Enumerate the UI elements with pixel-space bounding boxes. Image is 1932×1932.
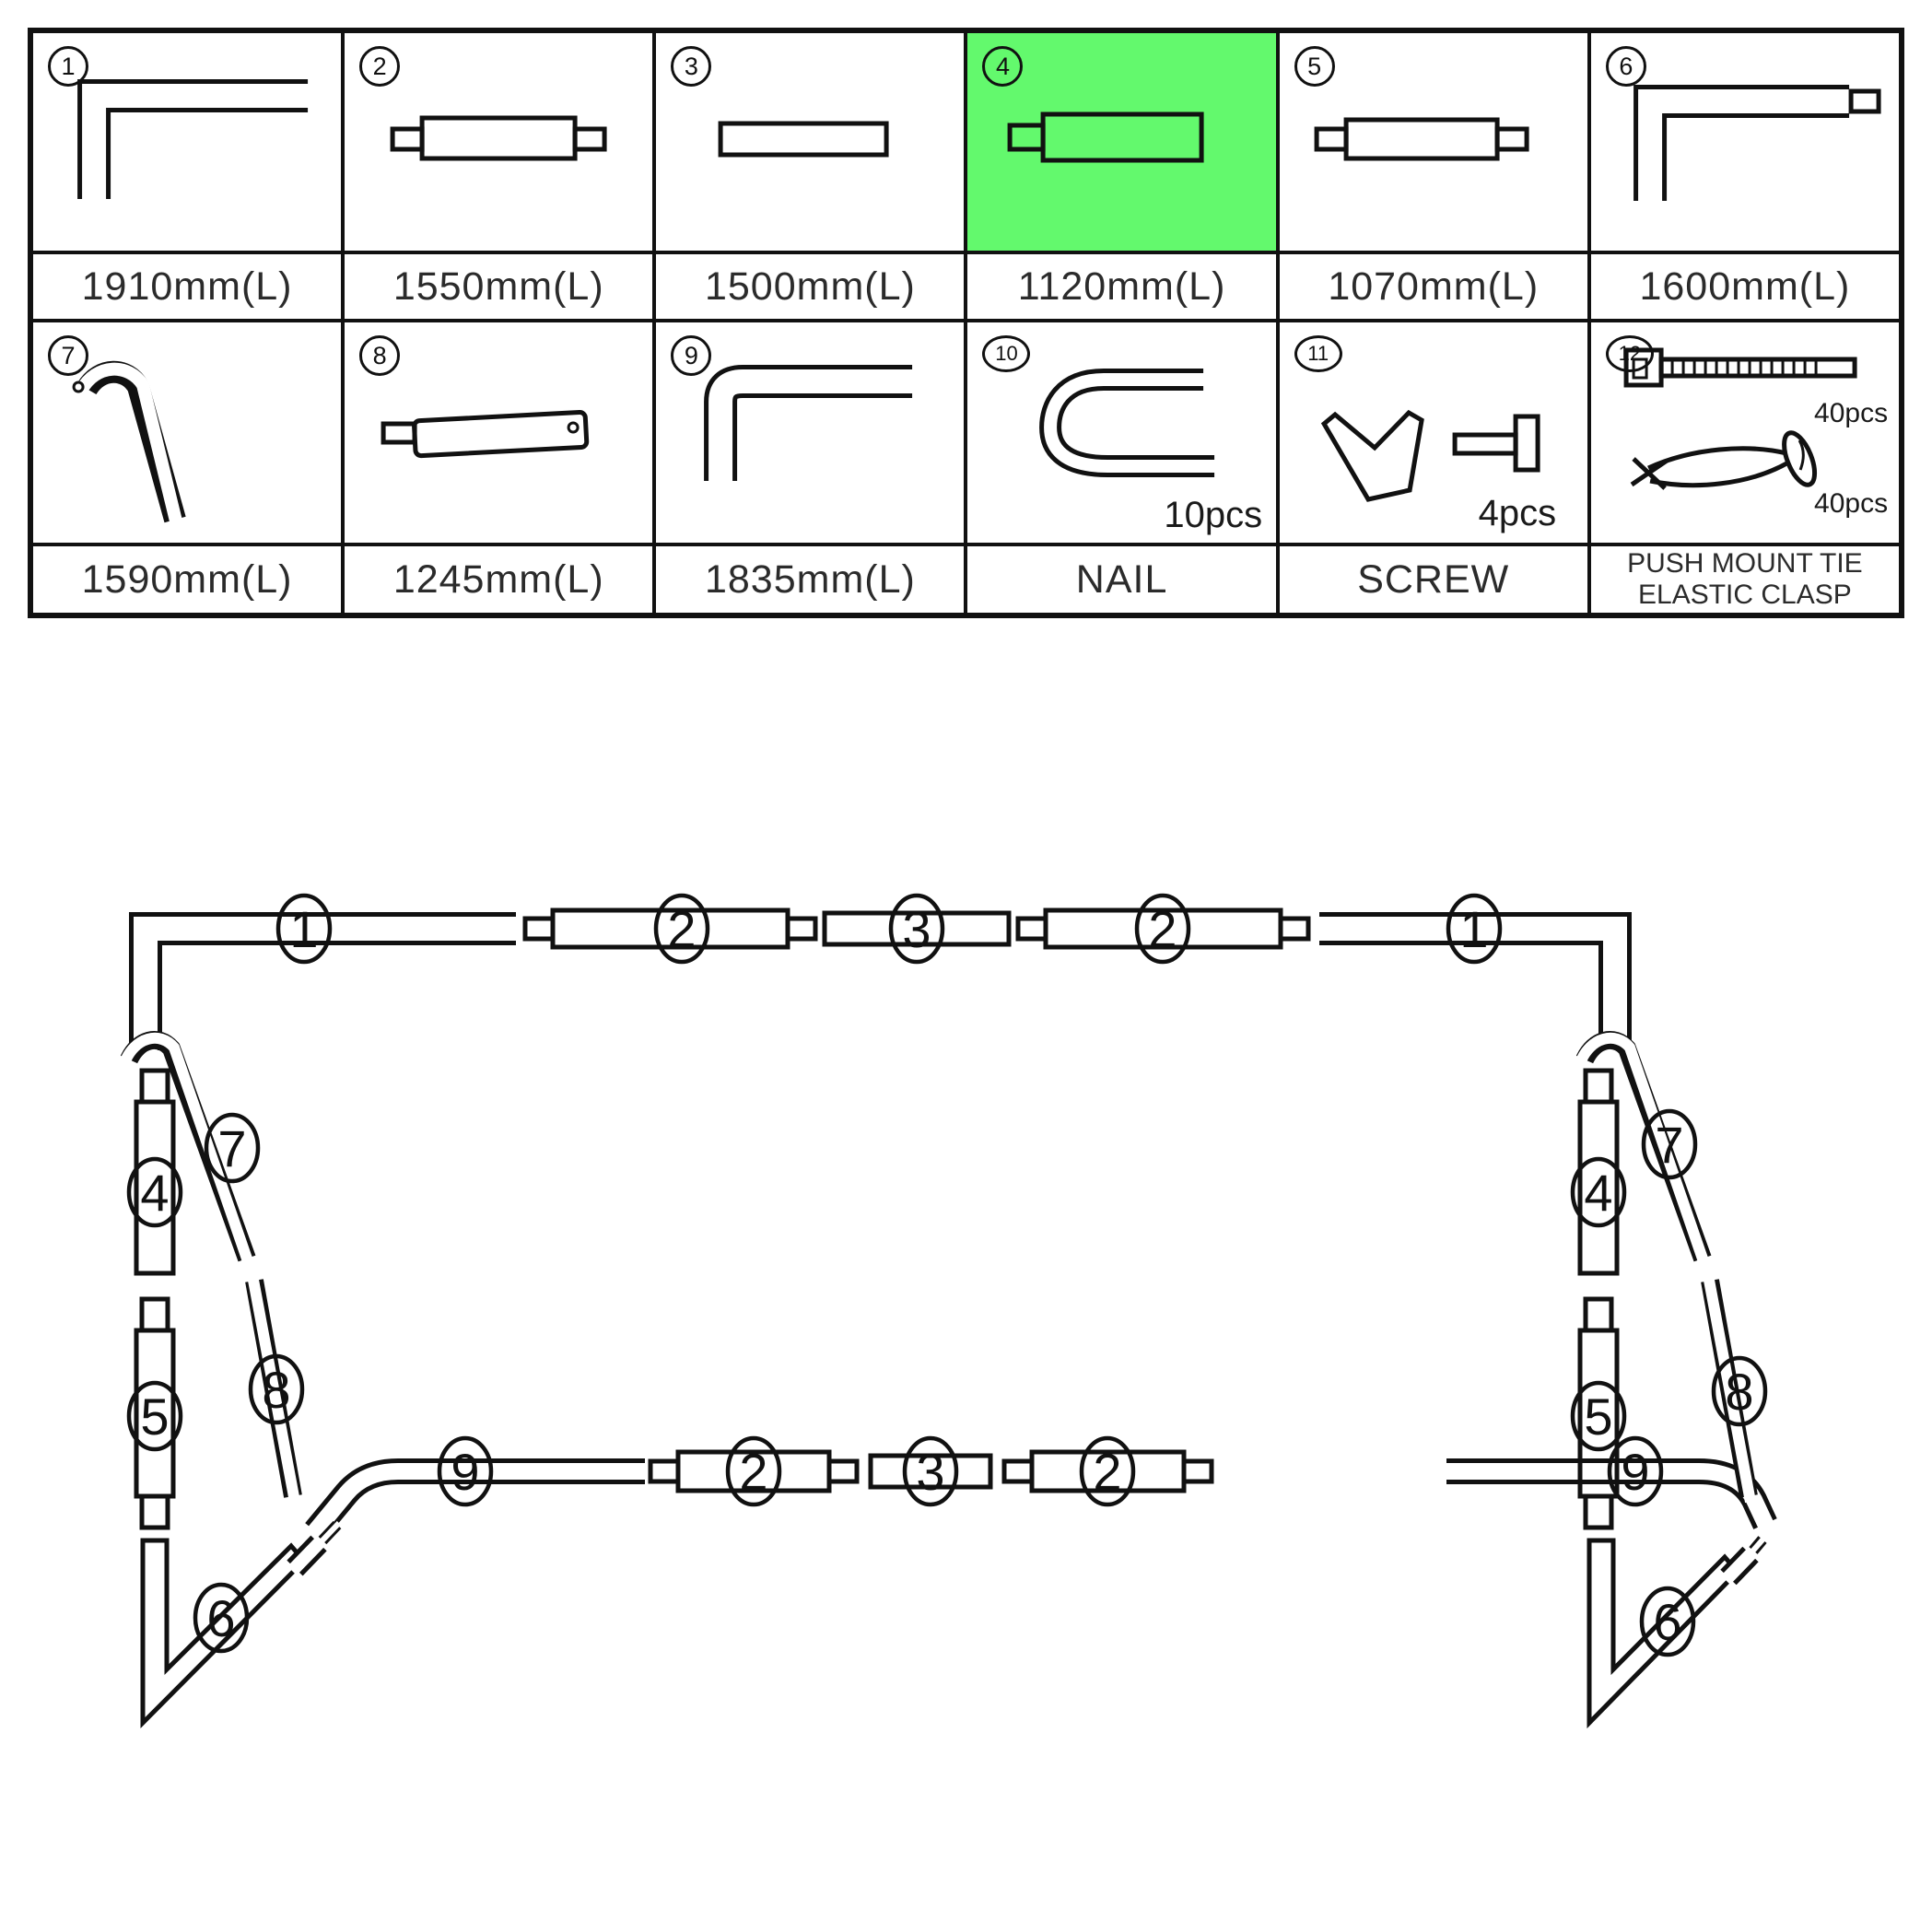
part-cell-3 xyxy=(656,33,964,251)
diagram-label-number: 1 xyxy=(1459,900,1489,959)
part-11-number: 11 xyxy=(1294,335,1342,372)
diagram-label-number: 2 xyxy=(1093,1443,1122,1502)
part-cell-9 xyxy=(656,322,964,543)
diagram-label-number: 6 xyxy=(206,1589,236,1648)
assembly-diagram xyxy=(0,608,1932,1932)
part-12-qty-clasp: 40pcs xyxy=(1813,488,1888,519)
part-11-name-text: SCREW xyxy=(1357,556,1510,602)
diagram-label-number: 9 xyxy=(451,1443,480,1502)
part-12-qty-tie: 40pcs xyxy=(1813,398,1888,428)
diagram-label-number: 7 xyxy=(1655,1116,1684,1175)
part-1-length-label xyxy=(33,254,341,319)
part-cell-11 xyxy=(1280,322,1587,543)
part-2-length-text: 1550mm(L) xyxy=(392,263,604,309)
part-4-length-text: 1120mm(L) xyxy=(1017,263,1226,309)
diagram-label-number: 8 xyxy=(262,1361,291,1420)
part-cell-5 xyxy=(1280,33,1587,251)
diagram-label-number: 6 xyxy=(1653,1593,1682,1652)
diagram-part-labels xyxy=(129,896,1765,1655)
part-cell-4-highlighted xyxy=(967,33,1275,251)
diagram-label-number: 4 xyxy=(140,1164,170,1223)
diagram-label-number: 2 xyxy=(739,1443,768,1502)
part-9-number: 9 xyxy=(671,335,711,376)
part-5-length-label xyxy=(1280,254,1587,319)
diagram-label-number: 5 xyxy=(140,1388,170,1446)
diagram-label-number: 4 xyxy=(1584,1164,1613,1223)
part-12-number: 12 xyxy=(1606,335,1654,372)
part-12-name-line2: ELASTIC CLASP xyxy=(1638,580,1852,610)
part-2-length-label xyxy=(345,254,652,319)
diagram-label-number: 7 xyxy=(217,1119,247,1178)
diagram-label-number: 8 xyxy=(1725,1363,1754,1422)
part-7-length-text: 1590mm(L) xyxy=(81,556,293,602)
part-7-number: 7 xyxy=(48,335,88,376)
diagram-left-upright-column xyxy=(136,1071,173,1528)
diagram-label-number: 3 xyxy=(916,1443,945,1502)
part-8-length-label xyxy=(345,546,652,613)
part-11-name-label xyxy=(1280,546,1587,613)
part-5-number: 5 xyxy=(1294,46,1335,87)
part-6-number: 6 xyxy=(1606,46,1646,87)
part-5-length-text: 1070mm(L) xyxy=(1328,263,1540,309)
part-11-qty: 4pcs xyxy=(1478,493,1556,533)
part-3-length-text: 1500mm(L) xyxy=(704,263,916,309)
diagram-left-foot xyxy=(143,1523,339,1723)
part-12-name-label xyxy=(1591,546,1899,613)
part-1-length-text: 1910mm(L) xyxy=(81,263,293,309)
parts-table xyxy=(28,28,1904,618)
diagram-label-number: 3 xyxy=(902,900,931,959)
part-8-number: 8 xyxy=(359,335,400,376)
part-9-length-text: 1835mm(L) xyxy=(704,556,916,602)
part-10-name-label xyxy=(967,546,1275,613)
part-6-length-text: 1600mm(L) xyxy=(1639,263,1851,309)
push-mount-tie-icon xyxy=(1626,350,1855,385)
part-10-qty: 10pcs xyxy=(1164,495,1263,535)
diagram-bottom-rail xyxy=(311,1452,1768,1536)
elastic-clasp-icon xyxy=(1632,428,1821,488)
part-4-number: 4 xyxy=(982,46,1023,87)
part-2-number: 2 xyxy=(359,46,400,87)
diagram-label-number: 2 xyxy=(667,900,697,959)
part-cell-12 xyxy=(1591,322,1899,543)
part-10-number: 10 xyxy=(982,335,1030,372)
part-cell-7 xyxy=(33,322,341,543)
diagram-label-number: 9 xyxy=(1621,1443,1650,1502)
part-cell-6 xyxy=(1591,33,1899,251)
diagram-label-number: 2 xyxy=(1148,900,1177,959)
clip-shape xyxy=(1324,413,1422,499)
part-6-length-label xyxy=(1591,254,1899,319)
diagram-label-number: 1 xyxy=(289,900,319,959)
part-3-length-label xyxy=(656,254,964,319)
part-8-length-text: 1245mm(L) xyxy=(392,556,604,602)
part-9-length-label xyxy=(656,546,964,613)
part-10-name-text: NAIL xyxy=(1075,556,1168,602)
part-cell-1 xyxy=(33,33,341,251)
part-7-length-label xyxy=(33,546,341,613)
part-cell-8 xyxy=(345,322,652,543)
diagram-label-number: 5 xyxy=(1584,1388,1613,1446)
part-3-number: 3 xyxy=(671,46,711,87)
part-cell-10 xyxy=(967,322,1275,543)
diagram-top-rail xyxy=(146,910,1615,1056)
part-12-name-line1: PUSH MOUNT TIE xyxy=(1627,547,1863,579)
part-cell-2 xyxy=(345,33,652,251)
part-4-length-label xyxy=(967,254,1275,319)
part-1-number: 1 xyxy=(48,46,88,87)
